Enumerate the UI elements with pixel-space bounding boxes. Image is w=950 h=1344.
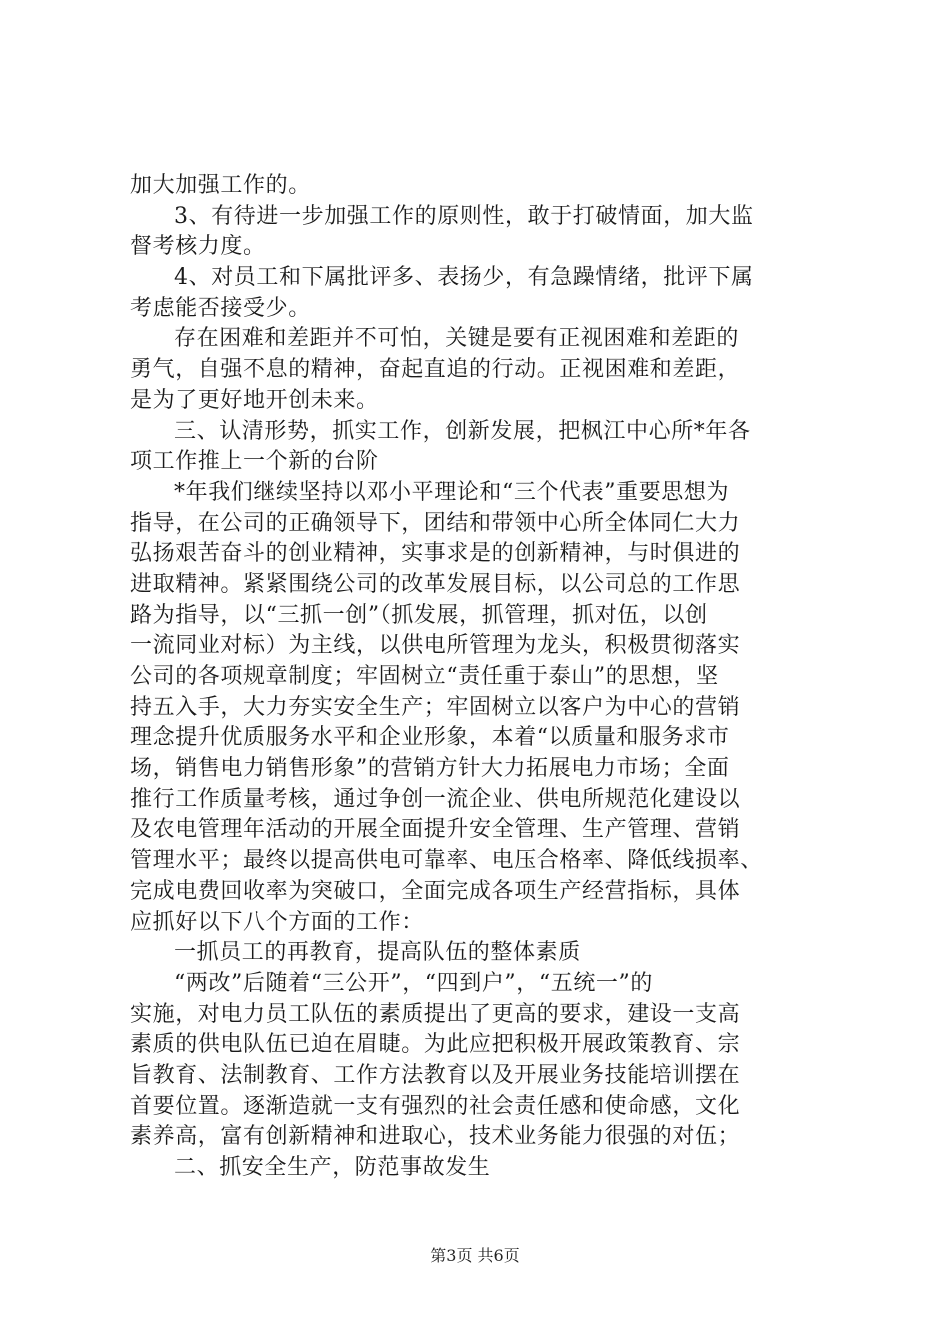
text-line: 督考核力度。	[130, 234, 266, 260]
text-line: 素质的供电队伍已迫在眉睫。为此应把积极开展政策教育、宗	[130, 1032, 741, 1058]
text-line: 推行工作质量考核，通过争创一流企业、供电所规范化建设以	[130, 786, 741, 812]
text-line: 及农电管理年活动的开展全面提升安全管理、生产管理、营销	[130, 817, 741, 843]
text-line: 考虑能否接受少。	[130, 295, 311, 321]
text-line: 是为了更好地开创未来。	[130, 387, 379, 413]
text-line: 指导，在公司的正确领导下，团结和带领中心所全体同仁大力	[130, 510, 741, 536]
section-heading: 三、认清形势，抓实工作，创新发展，把枫江中心所*年各	[174, 418, 751, 444]
text-line: 场，销售电力销售形象”的营销方针大力拓展电力市场；全面	[130, 756, 730, 782]
text-line: 完成电费回收率为突破口，全面完成各项生产经营指标，具体	[130, 878, 741, 904]
text-line: 勇气，自强不息的精神，奋起直追的行动。正视困难和差距，	[130, 357, 741, 383]
text-line: 管理水平；最终以提高供电可靠率、电压合格率、降低线损率、	[130, 848, 763, 874]
text-line: 3、有待进一步加强工作的原则性，敢于打破情面，加大监	[174, 203, 754, 229]
text-line: 实施，对电力员工队伍的素质提出了更高的要求，建设一支高	[130, 1001, 741, 1027]
section-heading: 二、抓安全生产，防范事故发生	[174, 1155, 491, 1180]
text-line: 素养高，富有创新精神和进取心，技术业务能力很强的对伍；	[130, 1124, 741, 1150]
text-line: 弘扬艰苦奋斗的创业精神，实事求是的创新精神，与时俱进的	[130, 541, 741, 567]
text-line: 持五入手，大力夯实安全生产；牢固树立以客户为中心的营销	[130, 694, 741, 720]
page-number-footer: 第3页 共6页	[430, 1246, 520, 1265]
text-line: 理念提升优质服务水平和企业形象，本着“以质量和服务求市	[130, 725, 730, 751]
text-line: 公司的各项规章制度；牢固树立“责任重于泰山”的思想，坚	[130, 664, 719, 689]
text-line: 首要位置。逐渐造就一支有强烈的社会责任感和使命感，文化	[130, 1093, 741, 1119]
text-line: 存在困难和差距并不可怕，关键是要有正视困难和差距的	[174, 326, 740, 352]
text-line: 一流同业对标）为主线，以供电所管理为龙头，积极贯彻落实	[130, 633, 741, 659]
section-heading: 项工作推上一个新的台阶	[130, 449, 379, 475]
text-line: “两改”后随着“三公开”，“四到户”，“五统一”的	[174, 970, 653, 996]
text-line: 进取精神。紧紧围绕公司的改革发展目标，以公司总的工作思	[130, 571, 741, 597]
text-line: *年我们继续坚持以邓小平理论和“三个代表”重要思想为	[174, 479, 730, 505]
text-line: 加大加强工作的。	[130, 173, 311, 198]
body-text	[130, 171, 830, 1184]
text-line: 旨教育、法制教育、工作方法教育以及开展业务技能培训摆在	[130, 1062, 741, 1088]
section-heading: 一抓员工的再教育，提高队伍的整体素质	[174, 940, 581, 966]
text-line: 4、对员工和下属批评多、表扬少，有急躁情绪，批评下属	[174, 265, 754, 291]
text-line: 路为指导，以“三抓一创”（抓发展，抓管理，抓对伍，以创	[130, 602, 708, 628]
text-line: 应抓好以下八个方面的工作：	[130, 909, 424, 935]
